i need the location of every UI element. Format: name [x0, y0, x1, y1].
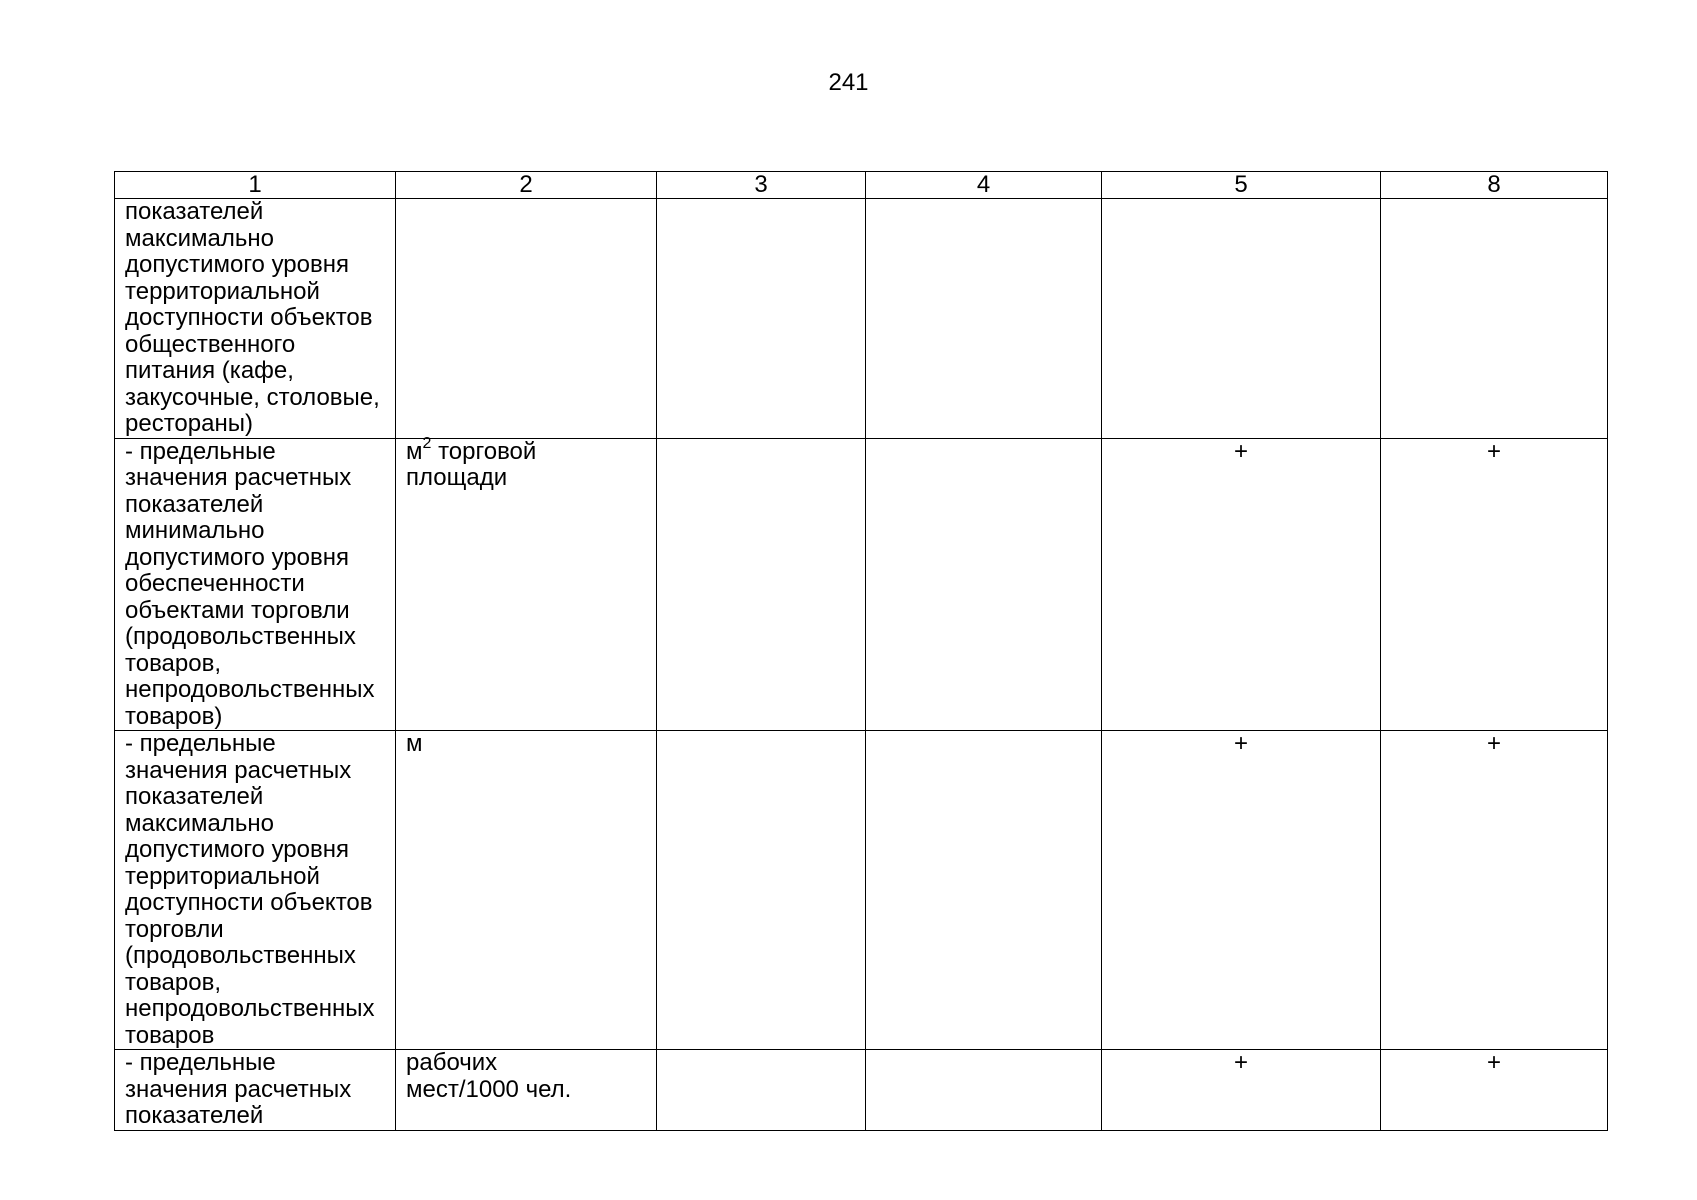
column-header: 5	[1102, 172, 1381, 199]
col4-cell	[866, 438, 1102, 731]
table-row	[115, 199, 1608, 439]
indicator-text: - предельные значения расчетных показателей минимально допустимого уровня обеспеченности объектами торговли (продовольственных товаров, непродовольственных товаров)	[125, 437, 375, 730]
col5-cell: +	[1102, 438, 1381, 731]
col4-cell	[866, 731, 1102, 1050]
indicator-text: показателей максимально допустимого уровня территориальной доступности объектов общественного питания (кафе, закусочные, столовые, рестораны)	[125, 198, 380, 437]
unit-text	[406, 1050, 648, 1103]
unit-text	[406, 731, 648, 758]
unit-superscript: 2	[422, 434, 432, 452]
indicator-cell	[115, 731, 396, 1050]
unit-main: м	[406, 437, 423, 465]
unit-main: рабочих мест/1000 чел.	[406, 1049, 572, 1103]
col8-cell: +	[1381, 1050, 1608, 1131]
table-row	[115, 731, 1608, 1050]
col8-cell: +	[1381, 438, 1608, 731]
col3-cell	[657, 438, 866, 731]
column-header: 3	[657, 172, 866, 199]
column-header: 1	[115, 172, 396, 199]
indicator-cell	[115, 1050, 396, 1131]
table-row	[115, 1050, 1608, 1131]
col3-cell	[657, 1050, 866, 1131]
col3-cell	[657, 199, 866, 439]
col3-cell	[657, 731, 866, 1050]
indicator-cell	[115, 199, 396, 439]
col8-cell	[1381, 199, 1608, 439]
col5-cell	[1102, 199, 1381, 439]
table-row	[115, 438, 1608, 731]
unit-text	[406, 434, 648, 492]
col5-cell: +	[1102, 731, 1381, 1050]
unit-cell	[396, 731, 657, 1050]
indicator-text: - предельные значения расчетных показателей максимально допустимого уровня территориальной доступности объектов торговли (продовольственных товаров, непродовольственных товаров	[125, 730, 375, 1049]
column-header: 8	[1381, 172, 1608, 199]
col8-cell: +	[1381, 731, 1608, 1050]
col5-cell: +	[1102, 1050, 1381, 1131]
unit-cell	[396, 434, 657, 731]
col4-cell	[866, 1050, 1102, 1131]
unit-cell	[396, 199, 657, 439]
indicator-cell	[115, 438, 396, 731]
document-table	[114, 171, 1608, 1131]
table-header-row	[115, 172, 1608, 199]
column-header: 2	[396, 172, 657, 199]
unit-main: м	[406, 730, 423, 757]
unit-rest: торговой площади	[406, 437, 537, 491]
page-number: 241	[828, 69, 869, 96]
indicator-text: - предельные значения расчетных показателей	[125, 1049, 352, 1129]
column-header: 4	[866, 172, 1102, 199]
unit-cell	[396, 1050, 657, 1131]
col4-cell	[866, 199, 1102, 439]
